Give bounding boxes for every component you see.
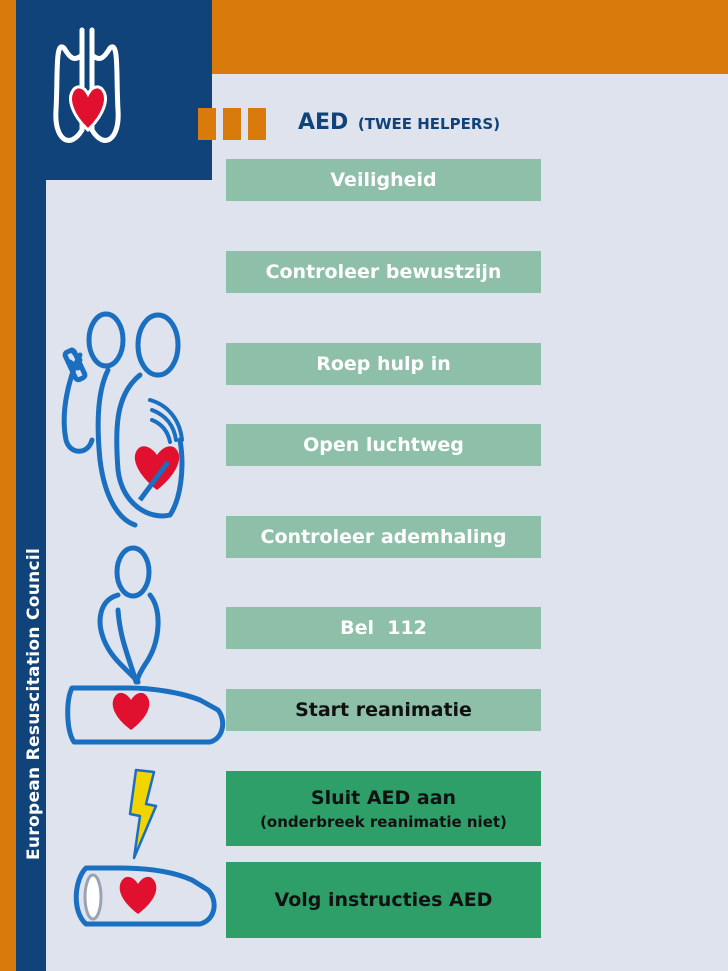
logo-heart	[71, 87, 106, 130]
step-label: Sluit AED aan	[310, 786, 457, 809]
step-sluit-aed-aan	[226, 771, 541, 846]
org-name: European Resuscitation Council	[24, 547, 44, 860]
cpr-heart	[113, 693, 150, 730]
step-label: Bel 112	[340, 617, 427, 639]
lightning-bolt-icon	[130, 770, 156, 858]
title-bar-mark	[223, 108, 241, 140]
title-sub: (TWEE HELPERS)	[357, 115, 501, 133]
step-volg-instructies-aed	[226, 862, 541, 938]
step-label: Controleer ademhaling	[260, 526, 507, 548]
step-controleer-ademhaling	[226, 516, 541, 558]
step-open-luchtweg	[226, 424, 541, 466]
rescue-heart	[135, 446, 179, 490]
title-bar-mark	[248, 108, 266, 140]
step-sublabel: (onderbreek reanimatie niet)	[260, 812, 507, 831]
step-label: Volg instructies AED	[274, 889, 493, 911]
step-label: Controleer bewustzijn	[265, 261, 502, 283]
step-label: Roep hulp in	[316, 353, 451, 375]
patient-heart	[120, 877, 157, 914]
step-label: Open luchtweg	[303, 434, 464, 456]
step-bel-112	[226, 607, 541, 649]
title-bar-mark	[198, 108, 216, 140]
rescuers-phone-icon	[64, 314, 182, 525]
step-roep-hulp-in	[226, 343, 541, 385]
title-main: AED	[298, 110, 349, 135]
page-title	[298, 110, 500, 135]
step-start-reanimatie	[226, 689, 541, 731]
step-label: Start reanimatie	[295, 699, 472, 721]
step-controleer-bewustzijn	[226, 251, 541, 293]
step-veiligheid	[226, 159, 541, 201]
step-label: Veiligheid	[330, 169, 437, 191]
